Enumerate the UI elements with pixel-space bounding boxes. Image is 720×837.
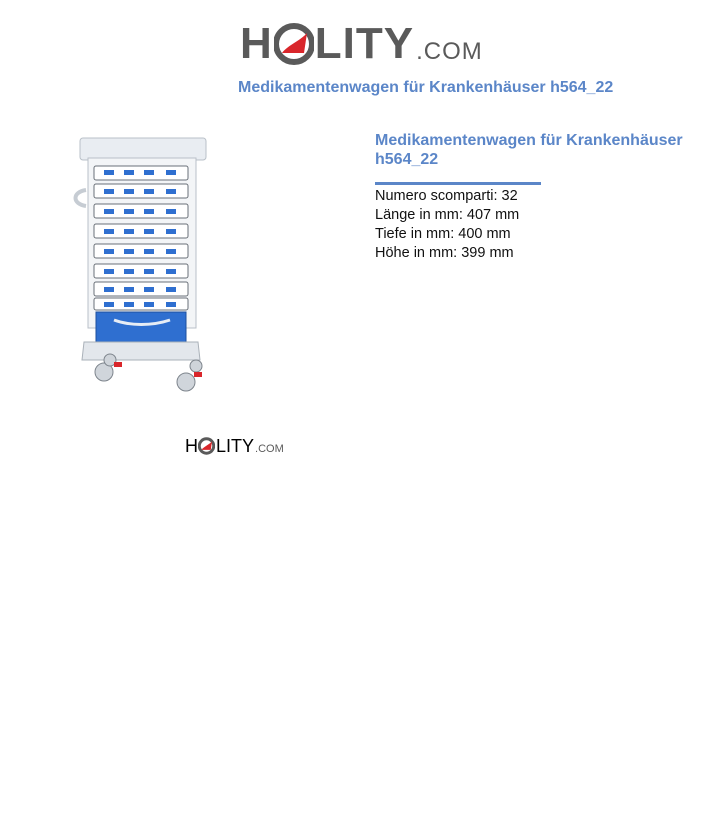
- spec-compartments: Numero scomparti: 32: [375, 188, 518, 204]
- spec-height: Höhe in mm: 399 mm: [375, 245, 514, 261]
- logo-letter-h: H: [240, 19, 273, 68]
- title-divider: [375, 182, 541, 185]
- logo-domain: .COM: [416, 38, 483, 65]
- logo-letters-lity: LITY: [314, 19, 415, 68]
- small-logo-letters-lity: LITY: [216, 436, 255, 456]
- product-image: [70, 134, 210, 396]
- spec-depth: Tiefe in mm: 400 mm: [375, 226, 511, 242]
- product-title: Medikamentenwagen für Krankenhäuser h564_22: [375, 132, 683, 168]
- spec-length: Länge in mm: 407 mm: [375, 207, 520, 223]
- image-watermark-logo: [185, 436, 284, 456]
- page-title: Medikamentenwagen für Krankenhäuser h564_22: [238, 79, 614, 96]
- header-logo[interactable]: [240, 12, 483, 66]
- product-info: [375, 131, 705, 263]
- small-logo-domain: .COM: [255, 443, 284, 455]
- small-logo-o-icon: [198, 437, 215, 455]
- small-logo-letter-h: H: [185, 436, 198, 456]
- logo-o-icon: [274, 23, 314, 65]
